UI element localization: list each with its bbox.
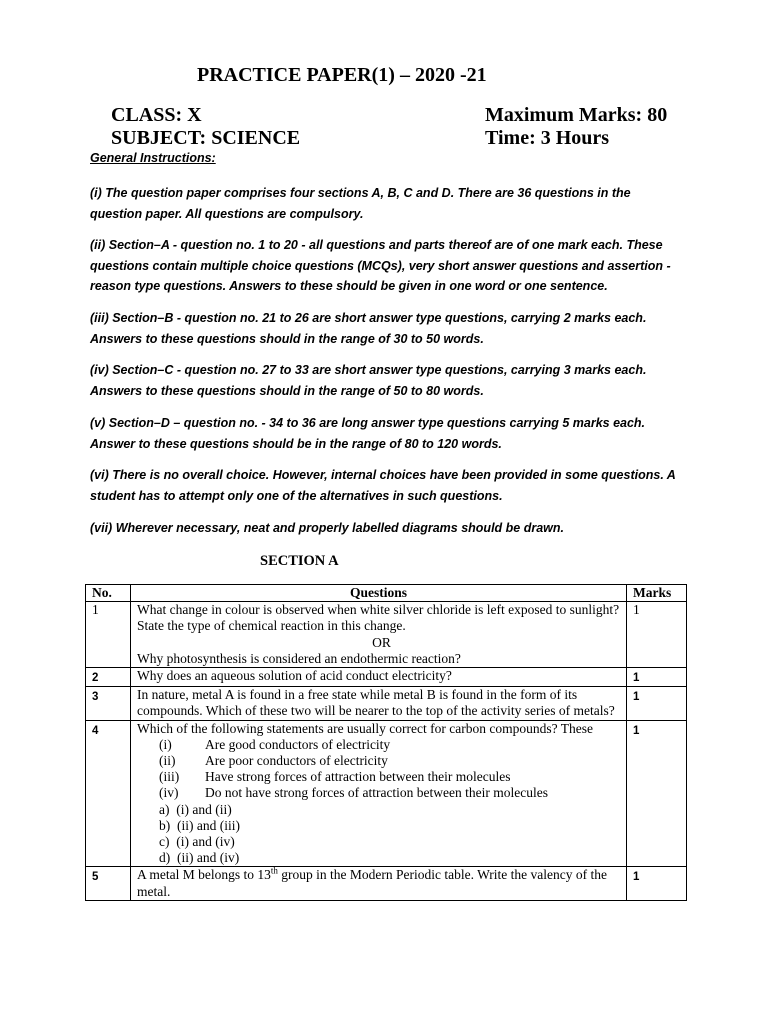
- question-text: In nature, metal A is found in a free state while metal B is found in the form of its compounds. Which of these two will be nearer to the top of the activity series of metals?: [131, 687, 627, 720]
- question-number: 1: [86, 602, 131, 668]
- question-text: [131, 720, 627, 867]
- column-header-no: No.: [86, 585, 131, 602]
- instruction-item: (vi) There is no overall choice. However, internal choices have been provided in some questions. A student has to attempt only one of the alternatives in such questions.: [90, 468, 676, 503]
- subject-label: SUBJECT: SCIENCE: [111, 127, 301, 149]
- statement-number: (i): [159, 736, 172, 752]
- question-marks: 1: [627, 867, 687, 900]
- class-label: CLASS: X: [111, 104, 202, 126]
- statement-text: Are good conductors of electricity: [205, 736, 391, 752]
- statement-number: (iii): [159, 769, 180, 785]
- question-text-pre: A metal M belongs to 13: [137, 867, 271, 883]
- section-title: SECTION A: [260, 553, 339, 569]
- statement-item: [137, 753, 626, 769]
- question-text: Why does an aqueous solution of acid conduct electricity?: [131, 668, 627, 687]
- table-row: [86, 668, 687, 687]
- question-text-a: What change in colour is observed when white silver chloride is left exposed to sunlight? State the type of chemical reaction in this change.: [137, 602, 620, 634]
- superscript-th: th: [270, 865, 278, 876]
- table-row: [86, 602, 687, 668]
- instruction-item: (iv) Section–C - question no. 27 to 33 are short answer type questions, carrying 3 marks each. Answers to these questions should in the range of 50 to 80 words.: [90, 363, 647, 398]
- instruction-item: (ii) Section–A - question no. 1 to 20 - all questions and parts thereof are of one mark each. These questions contain multiple choice questions (MCQs), very short answer questions and assertion - reason type questions. Answers to these should be given in one word or one sentence.: [90, 238, 671, 293]
- or-separator: OR: [372, 634, 391, 650]
- statement-number: (ii): [159, 753, 176, 769]
- statement-text: Have strong forces of attraction between their molecules: [205, 769, 511, 785]
- table-row: [86, 687, 687, 720]
- question-text-post: group in the Modern Periodic table. Write the valency of the metal.: [137, 867, 607, 899]
- answer-option: a) (i) and (ii): [159, 801, 232, 817]
- general-instructions-heading: General Instructions:: [90, 151, 216, 165]
- column-header-marks: Marks: [627, 585, 687, 602]
- instruction-item: (vii) Wherever necessary, neat and properly labelled diagrams should be drawn.: [90, 521, 564, 535]
- question-number: 5: [86, 867, 131, 900]
- question-number: 2: [86, 668, 131, 687]
- answer-option: b) (ii) and (iii): [159, 817, 240, 833]
- instruction-item: (i) The question paper comprises four sections A, B, C and D. There are 36 questions in the question paper. All questions are compulsory.: [90, 186, 631, 221]
- paper-title: PRACTICE PAPER(1) – 2020 -21: [197, 64, 487, 86]
- question-marks: 1: [627, 687, 687, 720]
- question-text: [131, 867, 627, 900]
- statement-item: [137, 785, 626, 801]
- statement-item: [137, 769, 626, 785]
- table-header-row: [86, 585, 687, 602]
- question-text: [131, 602, 627, 668]
- column-header-questions: Questions: [131, 585, 627, 602]
- instruction-item: (v) Section–D – question no. - 34 to 36 are long answer type questions carrying 5 marks each. Answer to these questions should be in the range of 80 to 120 words.: [90, 416, 646, 451]
- table-row: [86, 867, 687, 900]
- answer-option: d) (ii) and (iv): [159, 850, 240, 866]
- question-stem: Which of the following statements are usually correct for carbon compounds? These: [137, 720, 593, 736]
- question-number: 3: [86, 687, 131, 720]
- answer-option: c) (i) and (iv): [159, 834, 235, 850]
- statement-item: [137, 737, 626, 753]
- statement-text: Are poor conductors of electricity: [205, 753, 388, 769]
- questions-table: [85, 584, 687, 901]
- question-marks: 1: [627, 720, 687, 867]
- statement-text: Do not have strong forces of attraction between their molecules: [205, 785, 549, 801]
- time-label: Time: 3 Hours: [485, 127, 610, 149]
- question-marks: 1: [627, 668, 687, 687]
- question-marks: 1: [627, 602, 687, 668]
- statement-number: (iv): [159, 785, 179, 801]
- table-row: [86, 720, 687, 867]
- instruction-item: (iii) Section–B - question no. 21 to 26 are short answer type questions, carrying 2 marks each. Answers to these questions should in the range of 30 to 50 words.: [90, 311, 647, 346]
- question-number: 4: [86, 720, 131, 867]
- maximum-marks-label: Maximum Marks: 80: [485, 104, 668, 126]
- question-text-b: Why photosynthesis is considered an endothermic reaction?: [137, 650, 461, 666]
